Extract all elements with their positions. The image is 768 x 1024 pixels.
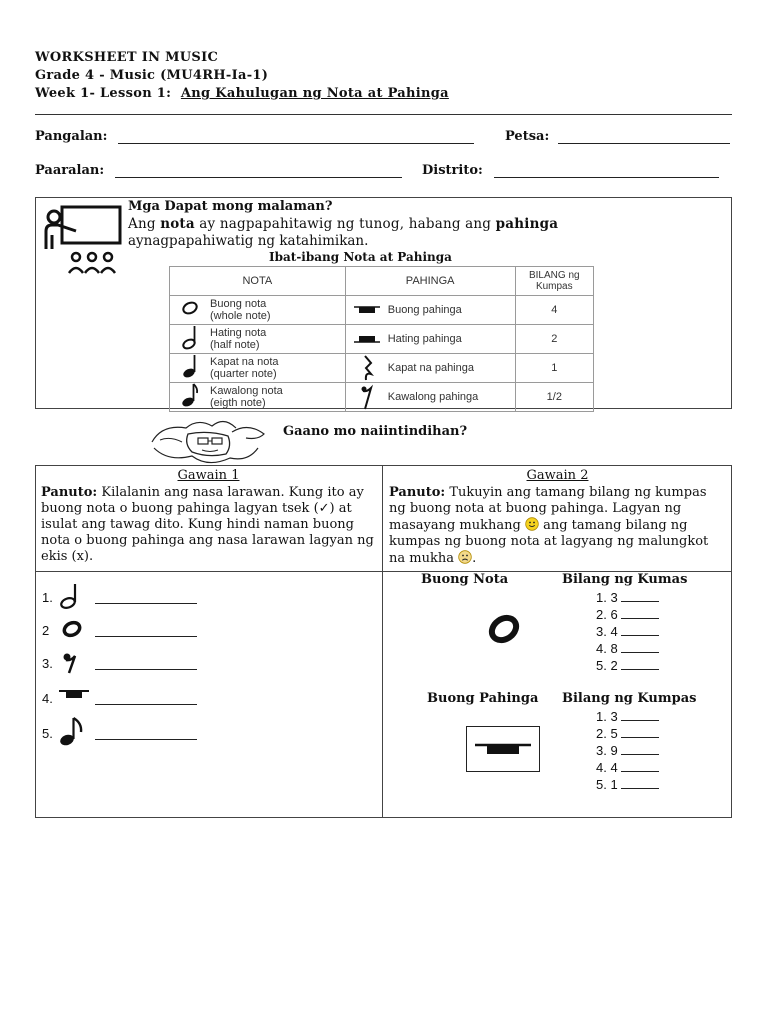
eighth-rest-icon xyxy=(346,384,388,410)
intro-text-a: Ang xyxy=(128,216,161,232)
district-field[interactable] xyxy=(494,177,719,178)
note-name: Kawalong nota xyxy=(210,385,283,397)
col-pahinga: PAHINGA xyxy=(345,267,515,296)
answer-blank[interactable] xyxy=(621,771,659,772)
gawain1-item-number: 3. xyxy=(42,656,53,671)
school-label: Paaralan: xyxy=(35,163,105,178)
answer-blank[interactable] xyxy=(621,720,659,721)
lesson-line xyxy=(35,86,449,101)
gawain2-instructions xyxy=(389,485,727,567)
answer-blank[interactable] xyxy=(621,754,659,755)
date-field[interactable] xyxy=(558,143,730,144)
school-field[interactable] xyxy=(115,177,402,178)
week-prefix: Week 1- Lesson 1: xyxy=(35,86,172,101)
whole-rest-icon xyxy=(58,688,90,702)
choice-item[interactable] xyxy=(596,776,706,793)
choice-label: 1. 3 xyxy=(596,709,618,724)
choice-label: 2. 5 xyxy=(596,726,618,741)
gawain1-panuto-label: Panuto: xyxy=(41,485,98,500)
gawain2-panuto-text-2: ang tamang bilang ng kumpas ng buong nota at lagyang ng malungkot na mukha xyxy=(389,518,709,566)
table-row xyxy=(170,325,594,354)
gawain1-answer-line[interactable] xyxy=(95,603,197,604)
gawain1-instructions xyxy=(41,485,377,565)
intro-nota-word: nota xyxy=(160,216,195,232)
answer-blank[interactable] xyxy=(621,601,659,602)
lesson-title: Ang Kahulugan ng Nota at Pahinga xyxy=(180,86,449,101)
whole-note-icon xyxy=(484,609,524,649)
answer-blank[interactable] xyxy=(621,635,659,636)
choice-label: 5. 2 xyxy=(596,658,618,673)
answer-blank[interactable] xyxy=(621,669,659,670)
gawain1-answer-line[interactable] xyxy=(95,669,197,670)
intro-line-1 xyxy=(128,216,558,232)
choice-item[interactable] xyxy=(596,708,706,725)
half-note-icon xyxy=(58,582,86,610)
gawain2-choices-1 xyxy=(596,589,706,674)
teacher-icon xyxy=(42,205,124,275)
choice-item[interactable] xyxy=(596,742,706,759)
count-cell: 1 xyxy=(515,354,593,383)
question-heading: Gaano mo naiintindihan? xyxy=(283,424,468,439)
col-nota: NOTA xyxy=(170,267,346,296)
intro-pahinga-word: pahinga xyxy=(495,216,559,232)
table-header-row xyxy=(170,267,594,296)
count-cell: 4 xyxy=(515,296,593,325)
gawain1-answer-line[interactable] xyxy=(95,704,197,705)
choice-item[interactable] xyxy=(596,623,706,640)
gawain1-item-number: 2 xyxy=(42,623,50,638)
choice-item[interactable] xyxy=(596,759,706,776)
answer-blank[interactable] xyxy=(621,652,659,653)
rest-name: Buong pahinga xyxy=(387,304,462,316)
note-en: (eigth note) xyxy=(210,397,266,409)
answer-blank[interactable] xyxy=(621,618,659,619)
rest-name: Kawalong pahinga xyxy=(387,391,479,403)
choice-label: 3. 9 xyxy=(596,743,618,758)
answer-blank[interactable] xyxy=(621,788,659,789)
grade-line: Grade 4 - Music (MU4RH-Ia-1) xyxy=(35,68,269,83)
gawain1-title: Gawain 1 xyxy=(177,468,240,483)
district-label: Distrito: xyxy=(422,163,483,178)
note-name: Buong nota xyxy=(210,298,267,310)
table-row xyxy=(170,354,594,383)
choice-label: 4. 4 xyxy=(596,760,618,775)
gawain2-title: Gawain 2 xyxy=(526,468,589,483)
whole-rest-frame xyxy=(466,726,540,772)
whole-rest-icon xyxy=(467,727,539,771)
gawain1-answer-line[interactable] xyxy=(95,739,197,740)
choice-item[interactable] xyxy=(596,640,706,657)
gawain1-panuto-text: Kilalanin ang nasa larawan. Kung ito ay buong nota o buong pahinga lagyan tsek (✓) at isulat ang tawag dito. Kung hindi naman buong nota o buong pahinga ang nasa larawan lagyan ng ekis (x). xyxy=(41,485,374,564)
whole-note-icon xyxy=(60,619,84,639)
gawain2-buong-pahinga-label: Buong Pahinga xyxy=(427,691,539,706)
half-rest-icon xyxy=(346,333,388,345)
note-en: (quarter note) xyxy=(210,368,277,380)
note-name: Hating nota xyxy=(210,327,267,339)
eighth-note-icon xyxy=(170,382,210,413)
eighth-note-icon xyxy=(58,715,88,747)
name-label: Pangalan: xyxy=(35,129,108,144)
intro-text-b: ay nagpapahitawig ng tunog, habang ang xyxy=(194,216,496,232)
note-en: (half note) xyxy=(210,339,260,351)
half-note-icon xyxy=(170,324,210,355)
choice-item[interactable] xyxy=(596,606,706,623)
rest-name: Hating pahinga xyxy=(387,333,462,345)
col-bilang: BILANG ng Kumpas xyxy=(515,267,593,296)
choice-item[interactable] xyxy=(596,589,706,606)
gawain2-panuto-end: . xyxy=(472,551,477,566)
gawain1-answer-line[interactable] xyxy=(95,636,197,637)
gawain1-item-number: 5. xyxy=(42,726,53,741)
header-divider xyxy=(35,114,732,115)
date-label: Petsa: xyxy=(505,129,550,144)
sad-face-icon xyxy=(458,550,472,564)
gawain2-buong-nota-label: Buong Nota xyxy=(421,572,509,587)
happy-face-icon xyxy=(525,517,539,531)
choice-label: 1. 3 xyxy=(596,590,618,605)
rest-name: Kapat na pahinga xyxy=(387,362,474,374)
choice-label: 3. 4 xyxy=(596,624,618,639)
choice-item[interactable] xyxy=(596,657,706,674)
table-title: Ibat-ibang Nota at Pahinga xyxy=(269,250,452,264)
note-en: (whole note) xyxy=(210,310,271,322)
gawain1-item-number: 1. xyxy=(42,590,53,605)
eighth-rest-icon xyxy=(60,651,80,675)
gawain2-panuto-label: Panuto: xyxy=(389,485,446,500)
table-row xyxy=(170,383,594,412)
activities-divider-v xyxy=(382,465,383,818)
quarter-note-icon xyxy=(170,353,210,384)
note-name: Kapat na nota xyxy=(210,356,279,368)
notes-table xyxy=(169,266,594,412)
thinking-child-icon xyxy=(148,412,270,470)
gawain2-panuto-text-1: Tukuyin ang tamang bilang ng kumpas ng buong nota at buong pahinga. Lagyan ng masayang mukhang xyxy=(389,485,707,533)
quarter-rest-icon xyxy=(346,355,388,381)
choice-label: 5. 1 xyxy=(596,777,618,792)
answer-blank[interactable] xyxy=(621,737,659,738)
intro-heading: Mga Dapat mong malaman? xyxy=(128,199,333,214)
choice-label: 2. 6 xyxy=(596,607,618,622)
table-row xyxy=(170,296,594,325)
count-cell: 2 xyxy=(515,325,593,354)
whole-note-icon xyxy=(170,296,210,325)
gawain1-item-number: 4. xyxy=(42,691,53,706)
worksheet-title: WORKSHEET IN MUSIC xyxy=(35,50,219,65)
choice-label: 4. 8 xyxy=(596,641,618,656)
count-cell: 1/2 xyxy=(515,383,593,412)
gawain2-bilang-label-1: Bilang ng Kumas xyxy=(562,572,688,587)
whole-rest-icon xyxy=(346,304,388,316)
name-field[interactable] xyxy=(118,143,474,144)
gawain2-choices-2 xyxy=(596,708,706,793)
choice-item[interactable] xyxy=(596,725,706,742)
intro-line-2: aynagpapahiwatig ng katahimikan. xyxy=(128,233,369,249)
gawain2-bilang-label-2: Bilang ng Kumpas xyxy=(562,691,697,706)
